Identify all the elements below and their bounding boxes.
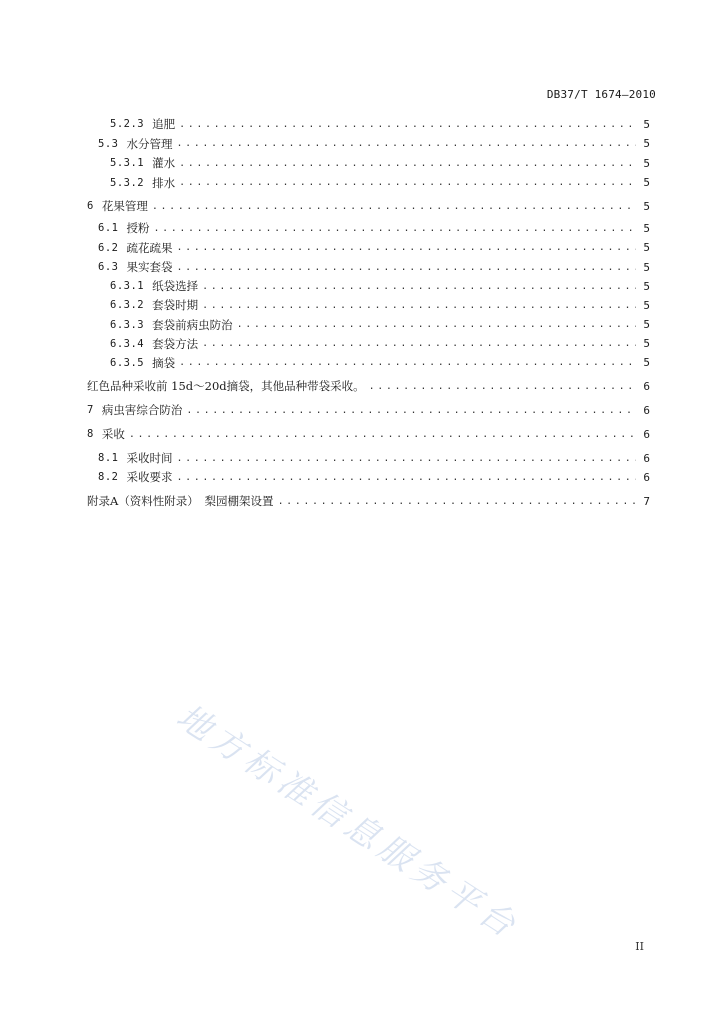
toc-leader-dots (176, 242, 636, 253)
toc-entry-title: 排水 (152, 175, 176, 190)
toc-entry-page: 5 (643, 117, 650, 131)
toc-entry-title: 花果管理 (101, 199, 148, 213)
toc-entry-number: 5.3 (98, 137, 119, 150)
toc-entry-page: 6 (643, 451, 650, 465)
toc-leader-dots (176, 453, 636, 464)
toc-entry-page: 6 (643, 379, 650, 393)
toc-leader-dots (202, 300, 636, 311)
toc-leader-dots (278, 496, 636, 507)
toc-entry-title: （资料性附录） 梨园棚架设置 (118, 494, 274, 508)
toc-entry-page: 5 (643, 176, 650, 189)
toc-entry[interactable] (87, 378, 650, 394)
toc-entry-page: 5 (643, 356, 650, 369)
toc-entry-title: 灌水 (152, 156, 176, 170)
toc-entry-title: 采收要求 (126, 470, 173, 484)
toc-entry-number: 5.2.3 (110, 118, 145, 130)
toc-leader-dots (176, 472, 636, 483)
toc-entry-number: 6 (87, 200, 94, 212)
toc-leader-dots (176, 262, 636, 273)
toc-entry[interactable] (110, 355, 650, 371)
toc-entry-page: 7 (643, 494, 650, 508)
toc-leader-dots (152, 201, 636, 212)
toc-entry-title: 疏花疏果 (126, 240, 173, 255)
toc-entry-number: 6.1 (98, 222, 119, 234)
toc-entry[interactable] (98, 136, 650, 152)
toc-entry-title: 采收 (101, 427, 125, 441)
toc-entry-number: 8 (87, 428, 94, 440)
toc-entry-page: 5 (643, 199, 650, 213)
toc-leader-dots (369, 381, 636, 392)
toc-entry-title: 套袋前病虫防治 (152, 317, 233, 332)
toc-entry-title: 红色品种采收前 15d～20d摘袋，其他品种带袋采收。 (87, 379, 365, 393)
toc-entry-title: 摘袋 (152, 355, 176, 370)
toc-entry-title: 套袋方法 (152, 336, 199, 351)
toc-entry[interactable] (110, 336, 650, 352)
toc-leader-dots (176, 138, 636, 149)
toc-entry-page: 6 (643, 470, 650, 484)
toc-entry[interactable] (110, 317, 650, 333)
toc-entry[interactable] (98, 240, 650, 256)
toc-entry-number: 8.1 (98, 452, 119, 464)
toc-entry[interactable] (110, 278, 650, 294)
standard-code: DB37/T 1674—2010 (546, 88, 656, 101)
toc-entry[interactable] (98, 220, 650, 236)
toc-entry-number: 6.3.3 (110, 318, 145, 331)
toc-entry-title: 纸袋选择 (152, 279, 199, 293)
toc-leader-dots (153, 223, 636, 234)
toc-entry-page: 5 (643, 156, 650, 170)
toc-entry-title: 追肥 (152, 117, 176, 131)
toc-entry-page: 5 (643, 137, 650, 150)
toc-leader-dots (202, 281, 636, 292)
toc-entry-number: 6.3.2 (110, 299, 145, 311)
toc-entry-number: 7 (87, 404, 94, 416)
toc-entry[interactable] (110, 297, 650, 313)
toc-entry-number: 6.3.4 (110, 337, 145, 350)
toc-entry[interactable] (110, 175, 650, 191)
toc-entry-title: 采收时间 (126, 451, 173, 465)
toc-leader-dots (186, 405, 636, 416)
toc-entry-page: 5 (643, 298, 650, 312)
toc-entry[interactable] (87, 493, 650, 509)
toc-entry-page: 6 (643, 427, 650, 441)
toc-entry-page: 5 (643, 260, 650, 274)
toc-entry[interactable] (98, 469, 650, 485)
watermark: 地方标准信息服务平台 (169, 696, 527, 949)
toc-entry-page: 5 (643, 279, 650, 293)
toc-entry-page: 5 (643, 318, 650, 331)
toc-entry[interactable] (110, 155, 650, 171)
toc-entry-title: 授粉 (126, 221, 150, 235)
toc-entry-title: 水分管理 (126, 136, 173, 151)
toc-entry-title: 果实套袋 (126, 260, 173, 274)
toc-entry[interactable] (87, 198, 650, 214)
page-number: II (635, 940, 644, 953)
toc-leader-dots (179, 158, 636, 169)
toc-entry-number: 6.3 (98, 261, 119, 273)
toc-entry-title: 病虫害综合防治 (101, 403, 183, 417)
toc-entry[interactable] (87, 426, 650, 442)
toc-entry-number: 6.3.1 (110, 280, 145, 292)
toc-leader-dots (179, 177, 636, 188)
toc-leader-dots (129, 429, 636, 440)
toc-entry-number: 5.3.1 (110, 157, 145, 169)
toc-leader-dots (237, 319, 636, 330)
toc-leader-dots (179, 357, 636, 368)
toc-entry-page: 5 (643, 221, 650, 235)
toc-entry-title: 套袋时期 (152, 298, 199, 312)
toc-leader-dots (202, 338, 636, 349)
toc-entry[interactable] (110, 116, 650, 132)
toc-entry[interactable] (98, 450, 650, 466)
toc-entry-number: 5.3.2 (110, 176, 145, 189)
toc-entry-number: 附录A (87, 494, 119, 508)
toc-entry[interactable] (98, 259, 650, 275)
toc-entry-number: 6.2 (98, 241, 119, 254)
toc-entry-number: 6.3.5 (110, 356, 145, 369)
toc-entry-page: 6 (643, 403, 650, 417)
toc-entry[interactable] (87, 402, 650, 418)
toc-leader-dots (179, 119, 636, 130)
toc-entry-page: 5 (643, 337, 650, 350)
toc-entry-number: 8.2 (98, 471, 119, 483)
toc-entry-page: 5 (643, 241, 650, 254)
